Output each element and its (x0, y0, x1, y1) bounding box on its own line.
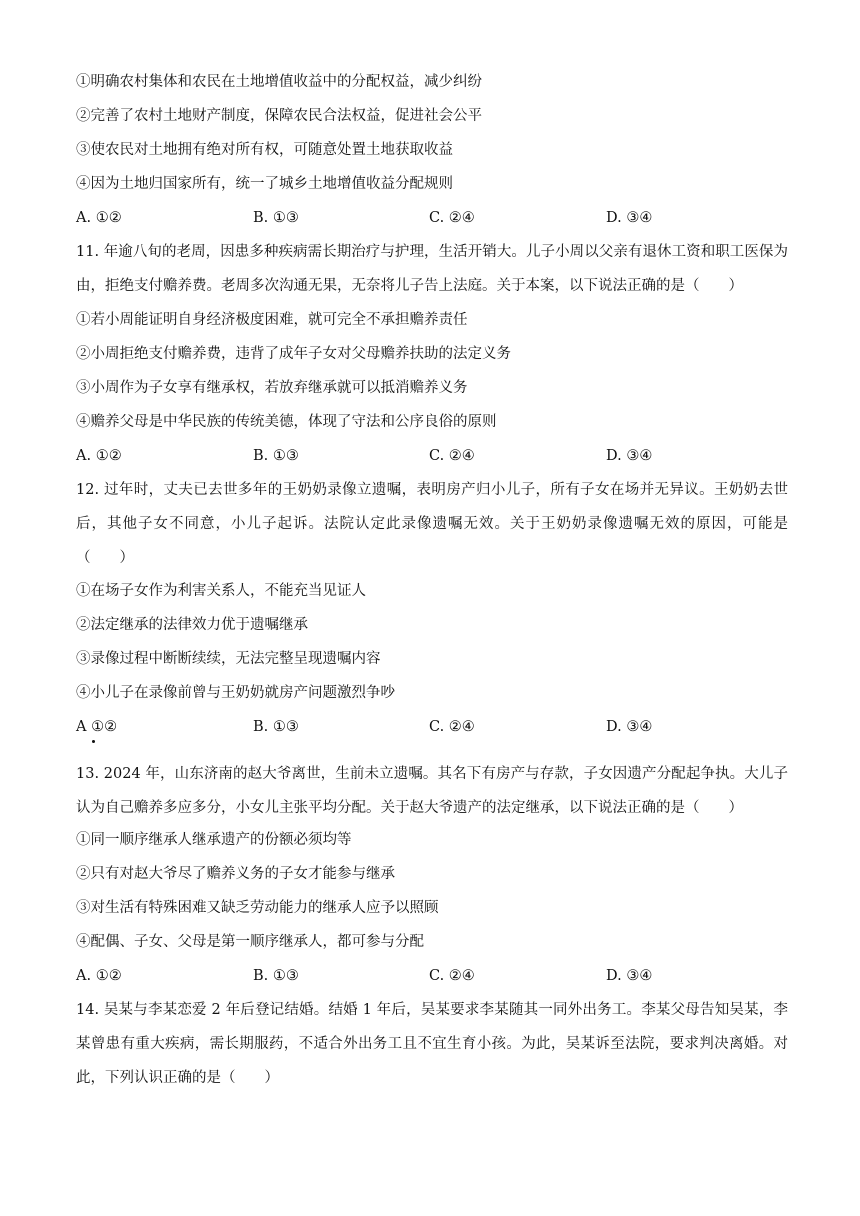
q14-stem: 14. 吴某与李某恋爱 2 年后登记结婚。结婚 1 年后，吴某要求李某随其一同外出务工。李某父母告知吴某，李某曾患有重大疾病，需长期服药，不适合外出务工且不宜生育小孩。为此，吴某诉至法院，要求判决离婚。对此，下列认识正确的是（ ） (76, 1002, 788, 1086)
q12-option-c[interactable]: C. ②④ (429, 719, 475, 735)
q11-item-2: ②小周拒绝支付赡养费，违背了成年子女对父母赡养扶助的法定义务 (76, 346, 511, 362)
q12-option-b[interactable]: B. ①③ (253, 719, 299, 735)
q13-option-b[interactable]: B. ①③ (253, 968, 299, 984)
q11-item-4: ④赡养父母是中华民族的传统美德，体现了守法和公序良俗的原则 (76, 414, 497, 430)
q13-item-1: ①同一顺序继承人继承遗产的份额必须均等 (76, 832, 352, 848)
q12-option-a[interactable]: A ①② (76, 719, 118, 735)
q13-option-a[interactable]: A. ①② (76, 968, 122, 984)
q10-option-d[interactable]: D. ③④ (606, 210, 653, 226)
q11-option-a[interactable]: A. ①② (76, 448, 122, 464)
q13-item-4: ④配偶、子女、父母是第一顺序继承人，都可参与分配 (76, 934, 424, 950)
q10-item-4: ④因为土地归国家所有，统一了城乡土地增值收益分配规则 (76, 176, 453, 192)
q11-stem: 11. 年逾八旬的老周，因患多种疾病需长期治疗与护理，生活开销大。儿子小周以父亲有退休工资和职工医保为由，拒绝支付赡养费。老周多次沟通无果，无奈将儿子告上法庭。关于本案，以下说法正确的是（ ） (76, 244, 788, 294)
q10-item-3: ③使农民对土地拥有绝对所有权，可随意处置土地获取收益 (76, 142, 453, 158)
q11-option-b[interactable]: B. ①③ (253, 448, 299, 464)
q12-stem: 12. 过年时，丈夫已去世多年的王奶奶录像立遗嘱，表明房产归小儿子，所有子女在场并无异议。王奶奶去世后，其他子女不同意，小儿子起诉。法院认定此录像遗嘱无效。关于王奶奶录像遗嘱无效的原因，可能是（ ） (76, 482, 788, 566)
q10-item-1: ①明确农村集体和农民在土地增值收益中的分配权益，减少纠纷 (76, 74, 482, 90)
q11-item-1: ①若小周能证明自身经济极度困难，就可完全不承担赡养责任 (76, 312, 468, 328)
stray-dot-mark (92, 740, 95, 743)
q10-option-a[interactable]: A. ①② (76, 210, 122, 226)
q11-options (76, 446, 788, 466)
q11-option-c[interactable]: C. ②④ (429, 448, 475, 464)
q12-item-1: ①在场子女作为利害关系人，不能充当见证人 (76, 583, 366, 599)
q12-item-2: ②法定继承的法律效力优于遗嘱继承 (76, 617, 308, 633)
q12-item-3: ③录像过程中断断续续，无法完整呈现遗嘱内容 (76, 651, 381, 667)
q10-option-b[interactable]: B. ①③ (253, 210, 299, 226)
q11-option-d[interactable]: D. ③④ (606, 448, 653, 464)
q12-options (76, 717, 788, 737)
q12-item-4: ④小儿子在录像前曾与王奶奶就房产问题激烈争吵 (76, 685, 395, 701)
q10-option-c[interactable]: C. ②④ (429, 210, 475, 226)
q11-item-3: ③小周作为子女享有继承权，若放弃继承就可以抵消赡养义务 (76, 380, 468, 396)
q13-stem: 13. 2024 年，山东济南的赵大爷离世，生前未立遗嘱。其名下有房产与存款，子女因遗产分配起争执。大儿子认为自己赡养多应多分，小女儿主张平均分配。关于赵大爷遗产的法定继承，以下说法正确的是（ ） (76, 766, 788, 816)
q13-item-3: ③对生活有特殊困难又缺乏劳动能力的继承人应予以照顾 (76, 900, 439, 916)
q13-options (76, 966, 788, 986)
q10-item-2: ②完善了农村土地财产制度，保障农民合法权益，促进社会公平 (76, 108, 482, 124)
q13-item-2: ②只有对赵大爷尽了赡养义务的子女才能参与继承 (76, 866, 395, 882)
q13-option-d[interactable]: D. ③④ (606, 968, 653, 984)
q12-option-d[interactable]: D. ③④ (606, 719, 653, 735)
q10-options (76, 208, 788, 228)
q13-option-c[interactable]: C. ②④ (429, 968, 475, 984)
